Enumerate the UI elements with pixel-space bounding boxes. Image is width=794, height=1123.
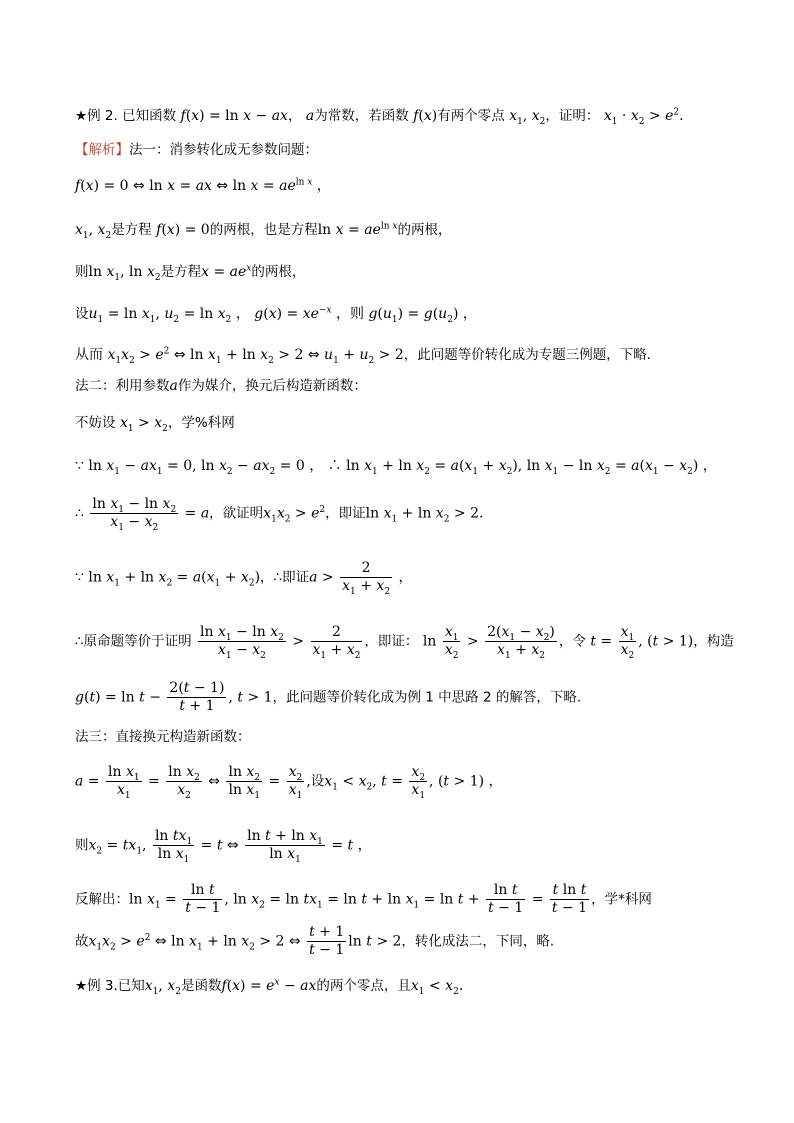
m2-line-4: ∴原命题等价于证明 $\frac{\ln x_1 - \ln x_2}{x_1 - x_2}$ > $\frac{2}{x_1 + x_2}$ ，即证： ln $\frac{x_1}{x_2}$ > $\frac{2(x_1 - x_2)}{x_1 + x_2}$ ，令 t = $\frac{x_1}{x_2}$ , (t > 1)，构造 (75, 624, 734, 661)
m2-assume: 不妨设 $x_1 > x_2$，学%科网 (75, 415, 235, 434)
m3-title: 法三：直接换元构造新函数： (75, 729, 251, 745)
m1-line-3: 则$\ln x_1$, $\ln x_2$是方程$x = ae^x$的两根， (75, 263, 306, 283)
m1-line-1: f(x) = 0 ⇔ ln x = ax ⇔ $\ln x = ae^{ln x}$ ， (75, 177, 331, 194)
analysis-tag: 【解析】 (75, 142, 129, 158)
m2-line-5: g(t) = ln t − $\frac{2(t - 1)}{t + 1}$ , t > 1，此问题等价转化成为例 1 中思路 2 的解答，下略. (75, 680, 582, 714)
star-icon: ★ (75, 108, 88, 124)
star-icon: ★ (75, 978, 88, 994)
m1-line-2: $x_1$, $x_2$是方程 f(x) = 0的两根，也是方程$\ln x = ae^{ln x}$的两根， (75, 221, 452, 241)
m2-title: 法二：利用参数a作为媒介，换元后构造新函数： (75, 378, 367, 394)
m2-line-1: ∵ $\ln x_1 - ax_1 = 0$, $\ln x_2 - ax_2 = 0$ ， ∴ $\ln x_1 + \ln x_2 = a(x_1 + x_2)$, $\ln x_1 - \ln x_2 = a(x_1 - x_2)$ ， (75, 458, 717, 477)
example-2-statement: ★例 2. 已知函数 f(x) = ln x − ax， a为常数，若函数 f(x)有两个零点 $x_1$, $x_2$，证明： $x_1 \cdot x_2 > e^2$. (75, 107, 684, 127)
m3-line-3: 反解出：$\ln x_1$ = $\frac{\text{ln t}}{t - 1}$ , $\ln x_2 = \ln tx_1 = \ln t + \ln x_1 = \ln t$ + $\frac{\text{ln t}}{t - 1}$ = $\frac{\text{t ln t}}{t - 1}$ ，学*科网 (75, 882, 652, 916)
m2-line-2: ∴ $\frac{\ln x_1 - \ln x_2}{x_1 - x_2}$ = a，欲证明$x_1x_2 > e^2$，即证$\ln x_1 + \ln x_2 > 2$. (75, 496, 484, 533)
example-3-statement: ★例 3.已知$x_1$, $x_2$是函数$f(x) = e^x$ − ax的两个零点，且$x_1 < x_2$. (75, 977, 464, 997)
m1-line-4: 设$u_1 = \ln x_1$, $u_2 = \ln x_2$ ， $g(x) = xe^{-x}$ ，则 $g(u_1) = g(u_2)$ ， (75, 305, 477, 325)
m1-line-5: 从而 $x_1x_2 > e^2$ ⇔ $\ln x_1 + \ln x_2 > 2$ ⇔ $u_1 + u_2 > 2$，此问题等价转化成为专题三例题，下略. (75, 346, 652, 366)
m2-line-3: ∵ $\ln x_1 + \ln x_2 = a(x_1 + x_2)$，∴即证a > $\frac{2}{x_1 + x_2}$ ， (75, 560, 413, 597)
m3-line-1: a = $\frac{\ln x_1}{x_1}$ = $\frac{\ln x_2}{x_2}$ ⇔ $\frac{\ln x_2}{\ln x_1}$ = $\frac{x_2}{x_1}$ ,设$x_1 < x_2$, t = $\frac{x_2}{x_1}$ , (t > 1) ， (75, 764, 503, 801)
analysis-header: 【解析】法一：消参转化成无参数问题： (75, 142, 318, 158)
m3-line-4: 故$x_1x_2 > e^2$ ⇔ $\ln x_1 + \ln x_2 > 2$ ⇔ $\frac{t + 1}{t - 1}$ ln t > 2，转化成法二，下同，略. (75, 924, 555, 958)
m3-line-2: 则$x_2 = tx_1$, $\frac{\ln tx_1}{\ln x_1}$ = t ⇔ $\frac{\ln t + \ln x_1}{\ln x_1}$ = t ， (75, 828, 372, 865)
